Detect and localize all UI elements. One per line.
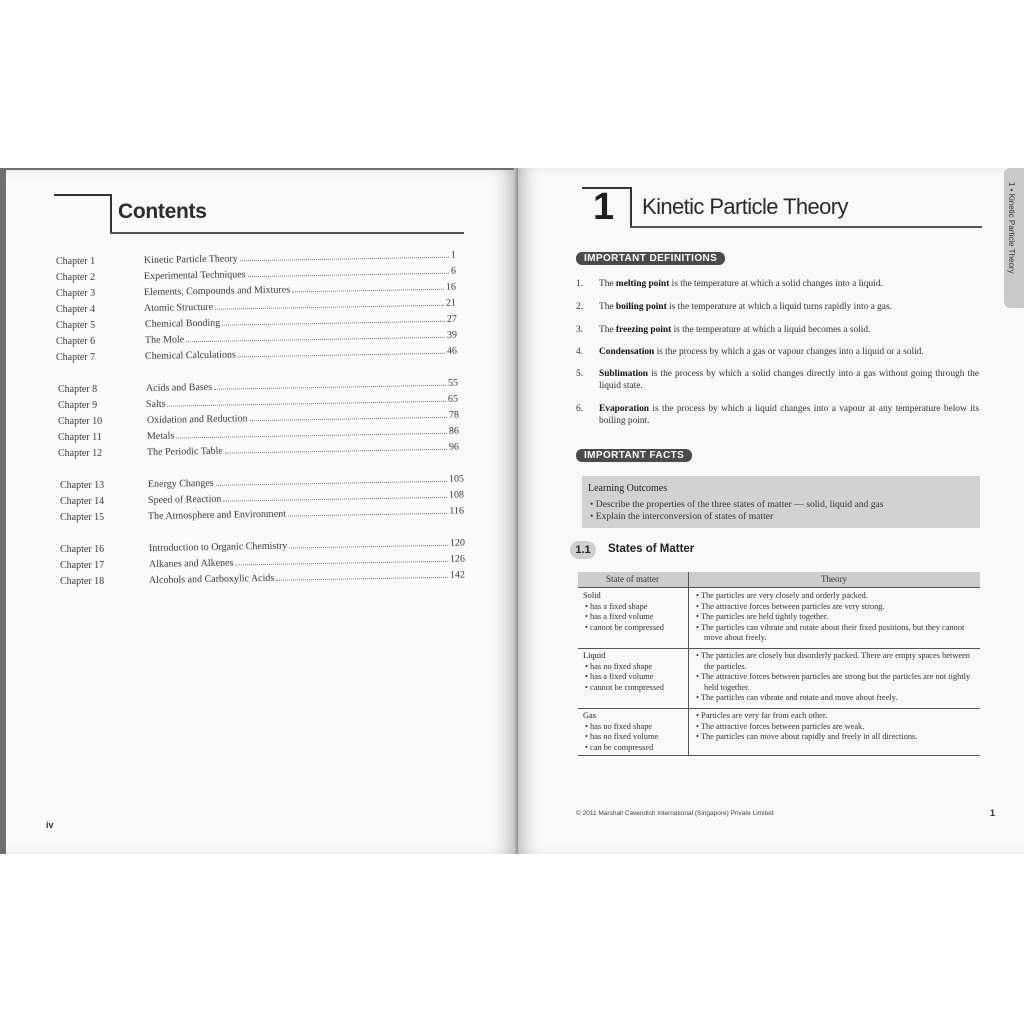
section-title: States of Matter	[608, 543, 695, 555]
toc-chapter-label: Chapter 10	[58, 416, 103, 427]
right-page-number: 1	[990, 808, 996, 818]
state-property: • has no fixed shape	[585, 721, 653, 731]
toc-leader-dots	[250, 417, 447, 421]
table-theory-cell	[694, 591, 976, 644]
right-page	[518, 168, 1024, 854]
toc-chapter-label: Chapter 17	[60, 560, 105, 571]
toc-chapter-label: Chapter 4	[56, 304, 96, 315]
toc-leader-dots	[248, 273, 449, 278]
toc-page-number: 27	[446, 313, 458, 325]
toc-title: Chemical Calculations	[144, 349, 236, 362]
toc-page-number: 6	[450, 265, 457, 277]
toc-chapter-label: Chapter 15	[60, 512, 105, 523]
toc-title-line	[148, 473, 464, 490]
toc-leader-dots	[216, 481, 447, 486]
definition-number: 5.	[576, 369, 584, 379]
toc-leader-dots	[223, 497, 447, 502]
toc-leader-dots	[289, 545, 448, 549]
definition-text: Evaporation is the process by which a liquid changes into a vapour at any temperature below its boiling point.	[599, 404, 979, 426]
toc-title: Alkanes and Alkenes	[148, 557, 234, 570]
toc-leader-dots	[288, 513, 447, 517]
toc-title: The Atmosphere and Environment	[147, 508, 287, 522]
left-page-number: iv	[46, 820, 54, 830]
contents-heading: Contents	[118, 200, 207, 223]
toc-title-line	[144, 250, 456, 266]
theory-point: • The attractive forces between particles are very strong.	[696, 601, 885, 611]
toc-leader-dots	[215, 305, 444, 310]
state-property: • has no fixed shape	[585, 661, 653, 671]
state-name: Gas	[583, 711, 597, 720]
definition-number: 4.	[576, 347, 584, 357]
toc-leader-dots	[238, 353, 445, 358]
toc-leader-dots	[214, 385, 446, 390]
toc-title: Acids and Bases	[145, 381, 213, 394]
toc-page-number: 105	[448, 473, 465, 485]
toc-page-number: 65	[447, 393, 459, 405]
left-page	[6, 170, 518, 854]
definition-number: 6.	[576, 404, 584, 414]
definition-term: freezing point	[615, 325, 672, 335]
toc-leader-dots	[235, 561, 448, 566]
toc-title: Atomic Structure	[143, 301, 214, 314]
toc-entry	[6, 441, 486, 462]
theory-point: • The attractive forces between particles are weak.	[696, 721, 865, 731]
toc-title: Salts	[145, 398, 166, 410]
toc-leader-dots	[176, 433, 447, 439]
states-of-matter-table	[578, 572, 980, 756]
toc-page-number: 120	[449, 537, 466, 549]
definition-term: boiling point	[615, 302, 667, 312]
toc-chapter-label: Chapter 14	[60, 496, 105, 507]
toc-entry	[6, 569, 486, 590]
state-property: • has a fixed volume	[585, 672, 654, 681]
facts-banner: IMPORTANT FACTS	[576, 449, 692, 462]
definition-text: Condensation is the process by which a gas or vapour changes into a liquid or a solid.	[599, 347, 924, 357]
toc-page-number: 86	[448, 425, 460, 437]
definition-term: Evaporation	[599, 404, 650, 414]
state-property: • cannot be compressed	[585, 622, 664, 632]
theory-point: • The particles are closely but disorderly packed. There are empty spaces between the particles.	[696, 651, 970, 671]
definition-term: melting point	[615, 279, 670, 289]
contents-frame	[54, 194, 464, 236]
toc-page-number: 1	[450, 249, 457, 261]
toc-leader-dots	[167, 401, 446, 407]
learning-outcomes-box	[582, 476, 980, 528]
definition-text: The freezing point is the temperature at which a liquid becomes a solid.	[599, 325, 871, 335]
chapter-title: Kinetic Particle Theory	[642, 194, 848, 219]
toc-page-number: 108	[448, 489, 465, 501]
definition-number: 2.	[576, 302, 584, 312]
toc-leader-dots	[240, 257, 449, 262]
theory-point: • The attractive forces between particles are strong but the particles are not tightly held together.	[696, 672, 971, 692]
theory-point: • The particles can vibrate and rotate and move about freely.	[696, 693, 898, 702]
toc-title: Speed of Reaction	[147, 493, 222, 506]
state-property: • has no fixed volume	[585, 732, 659, 741]
toc-title: The Mole	[144, 334, 185, 346]
theory-point: • The particles are held tightly together.	[696, 612, 829, 621]
toc-chapter-label: Chapter 9	[58, 400, 98, 411]
toc-leader-dots	[225, 449, 447, 454]
copyright-notice: © 2011 Marshall Cavendish International (Singapore) Private Limited	[576, 810, 774, 817]
learning-outcomes-heading: Learning Outcomes	[588, 483, 668, 494]
table-theory-cell	[694, 711, 976, 743]
theory-point: • Particles are very far from each other.	[696, 711, 828, 720]
state-name: Liquid	[583, 651, 606, 660]
toc-leader-dots	[276, 577, 448, 581]
toc-leader-dots	[222, 321, 445, 326]
table-state-cell	[583, 651, 687, 693]
chapter-number: 1	[593, 186, 615, 228]
toc-title: Elements, Compounds and Mixtures	[143, 284, 291, 298]
toc-page-number: 16	[445, 281, 457, 293]
toc-page-number: 21	[445, 297, 457, 309]
table-header	[578, 572, 980, 587]
toc-chapter-label: Chapter 13	[60, 480, 105, 491]
table-state-cell	[583, 591, 687, 633]
toc-page-number: 142	[449, 569, 466, 581]
state-property: • cannot be compressed	[585, 682, 664, 692]
table-header-state: State of matter	[606, 574, 659, 584]
toc-page-number: 116	[449, 505, 465, 517]
toc-chapter-label: Chapter 18	[60, 576, 105, 587]
toc-entry	[6, 505, 486, 526]
definitions-banner: IMPORTANT DEFINITIONS	[576, 252, 725, 265]
toc-entry	[6, 345, 486, 366]
definition-text: Sublimation is the process by which a solid changes directly into a gas without going through the liquid state.	[599, 369, 979, 391]
toc-title: Experimental Techniques	[143, 269, 246, 282]
toc-chapter-label: Chapter 11	[58, 432, 102, 443]
toc-chapter-label: Chapter 7	[56, 352, 96, 363]
table-state-cell	[583, 711, 687, 753]
toc-page-number: 78	[448, 409, 460, 421]
toc-leader-dots	[186, 337, 445, 343]
definition-term: Condensation	[599, 347, 655, 357]
toc-title: The Periodic Table	[146, 445, 223, 458]
section-number: 1.1	[570, 541, 596, 559]
toc-page-number: 126	[449, 553, 466, 565]
book-spread	[0, 168, 1024, 854]
toc-page-number: 46	[446, 345, 458, 357]
table-theory-cell	[694, 651, 976, 704]
toc-title: Alcohols and Carboxylic Acids	[148, 572, 275, 586]
state-property: • has a fixed shape	[585, 601, 648, 611]
theory-point: • The particles can move about rapidly and freely in all directions.	[696, 732, 918, 741]
toc-page-number: 96	[448, 441, 460, 453]
toc-title-line	[146, 378, 458, 394]
toc-title: Chemical Bonding	[144, 317, 221, 330]
toc-title: Energy Changes	[147, 477, 214, 490]
definition-number: 3.	[576, 325, 584, 335]
learning-outcome-item: • Explain the interconversion of states of matter	[590, 511, 774, 522]
toc-page-number: 39	[446, 329, 458, 341]
toc-title: Introduction to Organic Chemistry	[148, 540, 288, 554]
toc-chapter-label: Chapter 6	[56, 336, 96, 347]
toc-chapter-label: Chapter 2	[56, 272, 96, 283]
toc-title: Kinetic Particle Theory	[143, 253, 238, 266]
theory-point: • The particles can vibrate and rotate about their fixed positions, but they cannot move about freely.	[696, 622, 965, 642]
definition-text: The boiling point is the temperature at which a liquid turns rapidly into a gas.	[599, 302, 892, 312]
learning-outcome-item: • Describe the properties of the three states of matter — solid, liquid and gas	[590, 499, 884, 510]
toc-chapter-label: Chapter 1	[56, 256, 96, 267]
definition-number: 1.	[576, 279, 584, 289]
toc-chapter-label: Chapter 12	[58, 448, 103, 459]
state-property: • has a fixed volume	[585, 612, 654, 621]
chapter-side-tab: 1 • Kinetic Particle Theory	[1004, 168, 1024, 308]
toc-page-number: 55	[447, 377, 459, 389]
state-property: • can be compressed	[585, 742, 654, 752]
toc-chapter-label: Chapter 3	[56, 288, 96, 299]
table-header-theory: Theory	[821, 574, 847, 584]
toc-title-line	[149, 537, 465, 554]
toc-chapter-label: Chapter 16	[60, 544, 105, 555]
definition-text: The melting point is the temperature at which a solid changes into a liquid.	[599, 279, 883, 289]
toc-title: Metals	[146, 430, 175, 442]
toc-leader-dots	[292, 289, 444, 293]
toc-title: Oxidation and Reduction	[146, 413, 248, 426]
state-name: Solid	[583, 591, 601, 600]
definition-term: Sublimation	[599, 369, 648, 379]
theory-point: • The particles are very closely and orderly packed.	[696, 591, 868, 600]
toc-chapter-label: Chapter 5	[56, 320, 96, 331]
toc-chapter-label: Chapter 8	[58, 384, 98, 395]
